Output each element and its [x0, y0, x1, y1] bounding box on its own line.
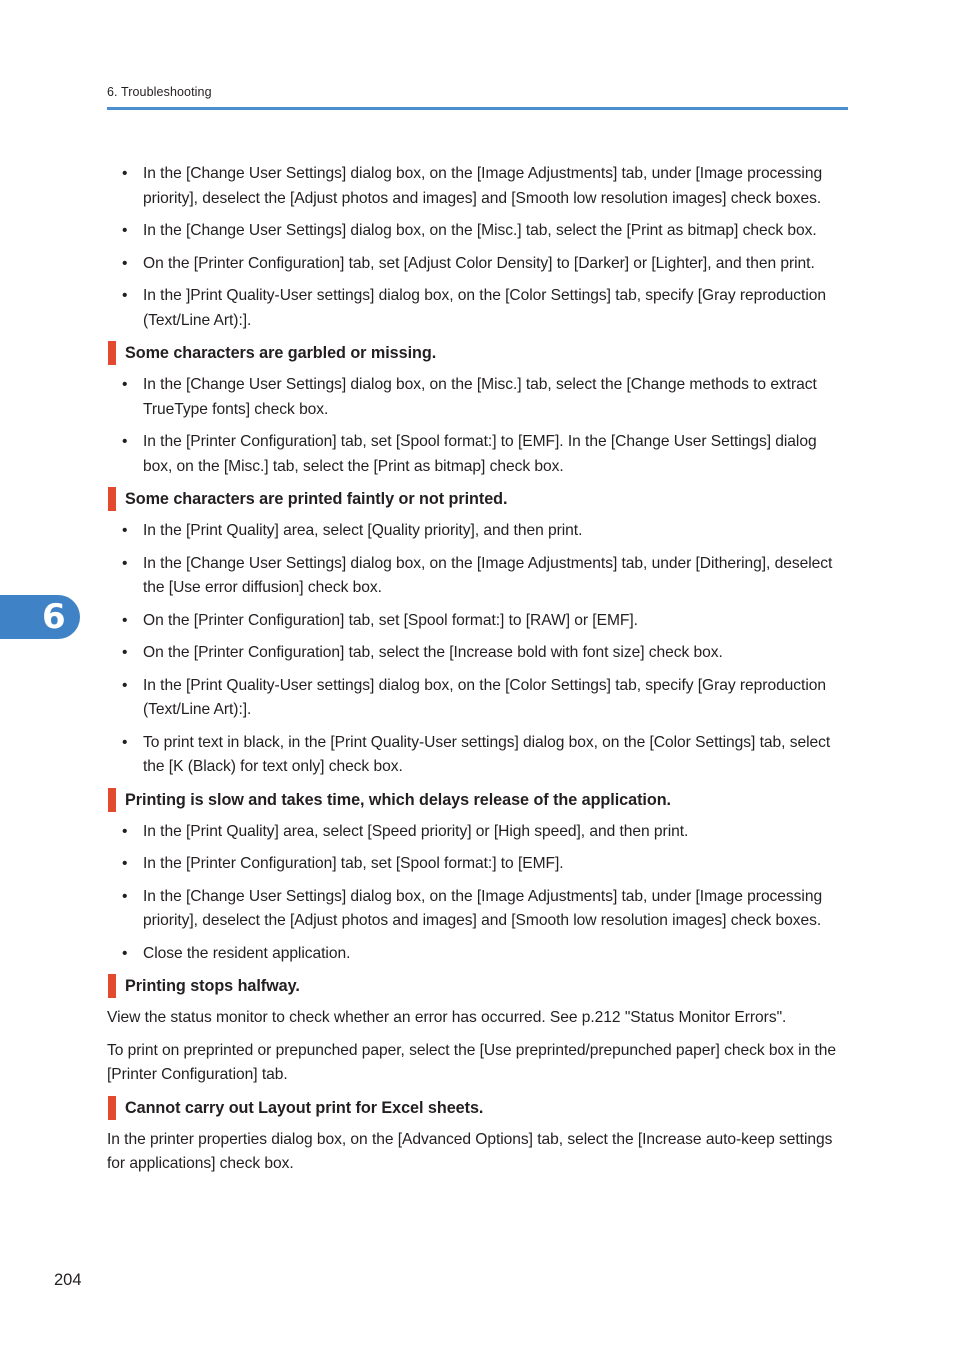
list-item: • In the [Change User Settings] dialog box, on the [Misc.] tab, select the [Change methods to extract TrueType fonts] check box. [107, 373, 848, 422]
list-item: • In the [Print Quality] area, select [Quality priority], and then print. [107, 519, 848, 544]
paragraph: View the status monitor to check whether an error has occurred. See p.212 "Status Monitor Errors". [107, 1009, 787, 1026]
page-content [107, 162, 848, 1185]
list-item: • In the [Print Quality] area, select [Speed priority] or [High speed], and then print. [107, 820, 848, 845]
list-item: • In the [Change User Settings] dialog box, on the [Image Adjustments] tab, under [Image processing priority], deselect the [Adjust photos and images] and [Smooth low resolution images] check boxes. [107, 885, 848, 934]
list-item: • On the [Printer Configuration] tab, set [Adjust Color Density] to [Darker] or [Lighter], and then print. [107, 252, 848, 277]
list-item: • In the [Change User Settings] dialog box, on the [Image Adjustments] tab, under [Dithering], deselect the [Use error diffusion] check box. [107, 552, 848, 601]
running-header: 6. Troubleshooting [107, 85, 212, 99]
section-printing-stops [107, 974, 848, 1088]
list-item: • In the [Print Quality-User settings] dialog box, on the [Color Settings] tab, specify [Gray reproduction (Text/Line Art):]. [107, 674, 848, 723]
list-item: • In the ]Print Quality-User settings] dialog box, on the [Color Settings] tab, specify [Gray reproduction (Text/Line Art):]. [107, 284, 848, 333]
chapter-number: 6 [42, 597, 66, 637]
list-item: • In the [Printer Configuration] tab, set [Spool format:] to [EMF]. [107, 852, 848, 877]
section-heading: Printing stops halfway. [107, 974, 848, 998]
section-heading: Some characters are printed faintly or not printed. [107, 487, 848, 511]
section-faint-characters [107, 487, 848, 780]
paragraph: To print on preprinted or prepunched paper, select the [Use preprinted/prepunched paper] check box in the [Printer Configuration] tab. [107, 1041, 836, 1083]
paragraph: In the printer properties dialog box, on the [Advanced Options] tab, select the [Increase auto-keep settings for applications] check box. [107, 1130, 833, 1172]
list-item: • To print text in black, in the [Print Quality-User settings] dialog box, on the [Color Settings] tab, select the [K (Black) for text only] check box. [107, 731, 848, 780]
list-item: • In the [Change User Settings] dialog box, on the [Image Adjustments] tab, under [Image processing priority], deselect the [Adjust photos and images] and [Smooth low resolution images] check boxes. [107, 162, 848, 211]
section-heading: Some characters are garbled or missing. [107, 341, 848, 365]
page-number: 204 [54, 1271, 82, 1289]
bullet-list [107, 373, 848, 479]
bullet-list [107, 820, 848, 967]
section-slow-printing [107, 788, 848, 967]
bullet-list [107, 519, 848, 780]
intro-bullet-list [107, 162, 848, 333]
section-garbled-characters [107, 341, 848, 479]
list-item: • In the [Printer Configuration] tab, set [Spool format:] to [EMF]. In the [Change User Settings] dialog box, on the [Misc.] tab, select the [Print as bitmap] check box. [107, 430, 848, 479]
section-heading: Cannot carry out Layout print for Excel sheets. [107, 1096, 848, 1120]
list-item: • Close the resident application. [107, 942, 848, 967]
list-item: • On the [Printer Configuration] tab, select the [Increase bold with font size] check box. [107, 641, 848, 666]
chapter-tab [0, 595, 80, 639]
header-rule [107, 107, 848, 110]
section-heading: Printing is slow and takes time, which delays release of the application. [107, 788, 848, 812]
section-excel-layout [107, 1096, 848, 1177]
list-item: • In the [Change User Settings] dialog box, on the [Misc.] tab, select the [Print as bitmap] check box. [107, 219, 848, 244]
list-item: • On the [Printer Configuration] tab, set [Spool format:] to [RAW] or [EMF]. [107, 609, 848, 634]
